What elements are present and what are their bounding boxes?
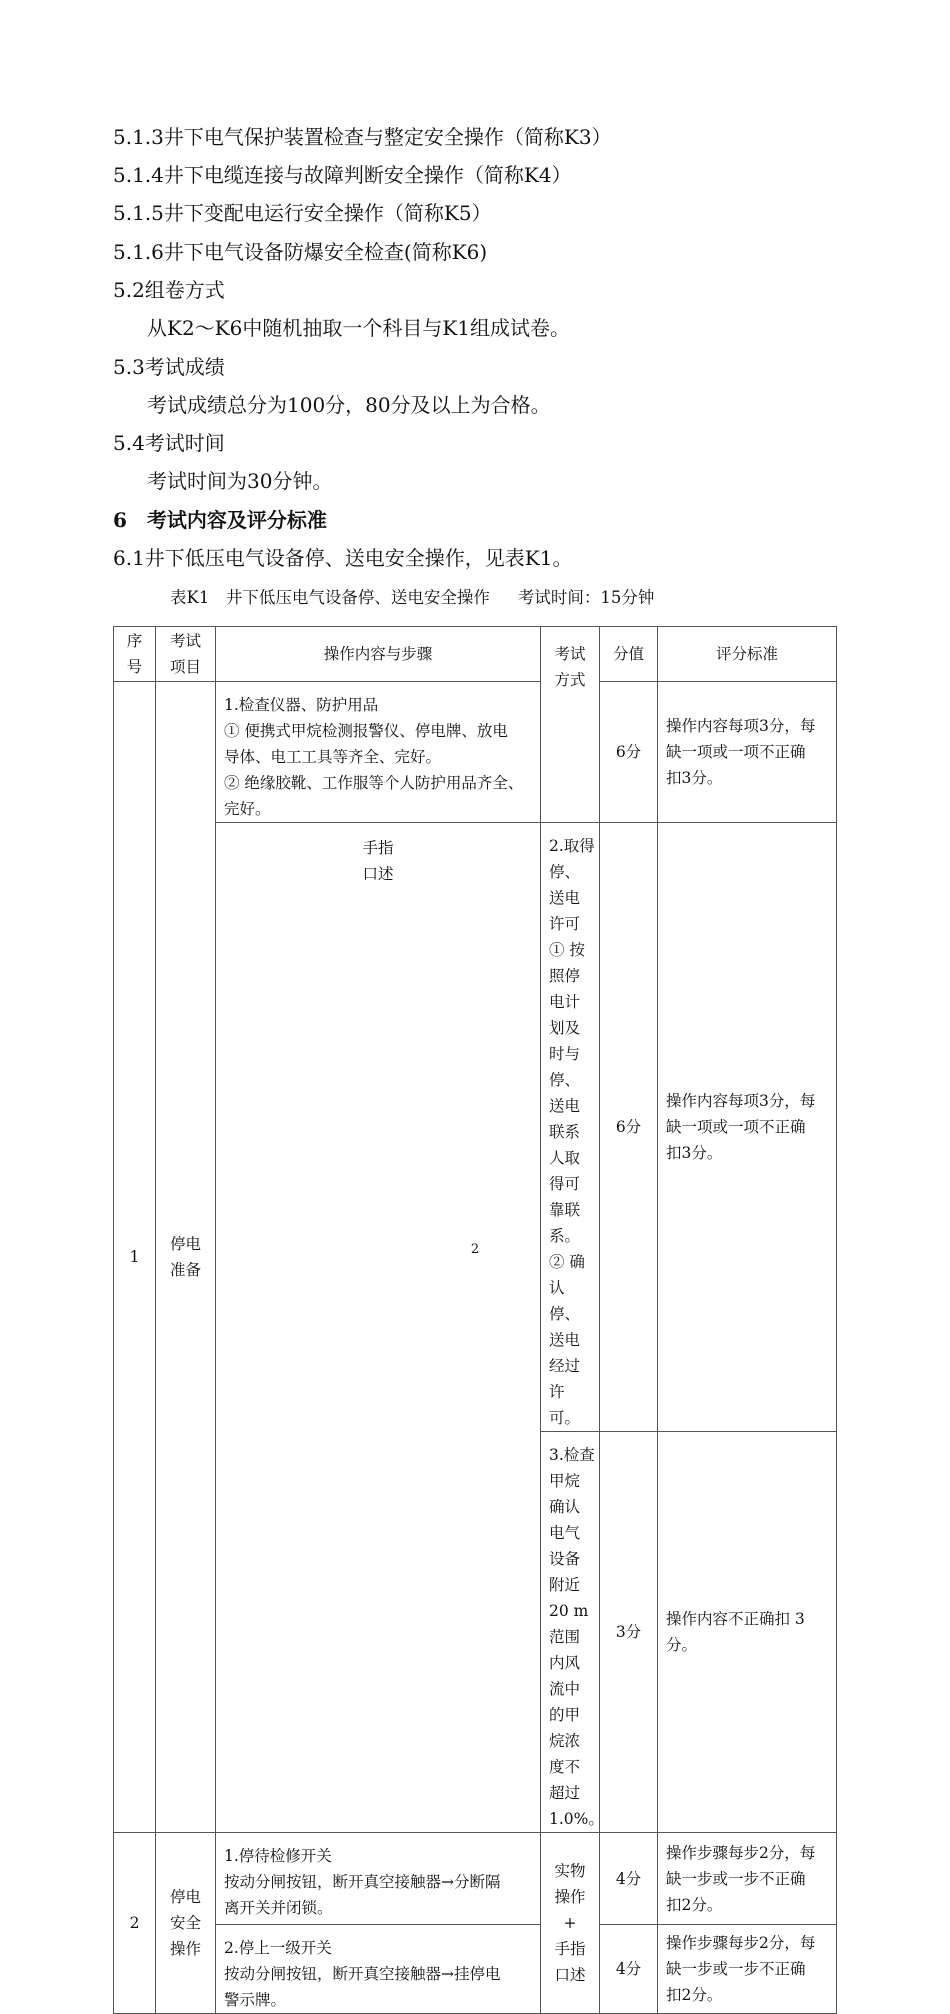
paragraph-5-3: 考试成绩总分为100分，80分及以上为合格。 <box>147 393 551 417</box>
table-caption <box>170 584 654 608</box>
header-item: 考试 项目 <box>156 627 216 682</box>
table-caption-title: 表K1 井下低压电气设备停、送电安全操作 <box>170 588 490 607</box>
table-row <box>114 1925 837 2014</box>
text-line-5-1-5: 5.1.5井下变配电运行安全操作（简称K5） <box>113 201 492 225</box>
heading-6-1: 6.1井下低压电气设备停、送电安全操作，见表K1。 <box>113 546 573 570</box>
seq-cell: 1 <box>114 682 156 1833</box>
seq-cell: 2 <box>114 1833 156 2014</box>
header-criteria: 评分标准 <box>658 627 837 682</box>
score-cell: 3分 <box>600 1432 658 1833</box>
criteria-cell: 操作内容不正确扣 3 分。 <box>658 1432 837 1833</box>
paragraph-5-4: 考试时间为30分钟。 <box>147 469 333 493</box>
score-cell: 4分 <box>600 1833 658 1925</box>
header-seq: 序 号 <box>114 627 156 682</box>
item-cell: 停电 安全 操作 <box>156 1833 216 2014</box>
text-line-5-1-4: 5.1.4井下电缆连接与故障判断安全操作（简称K4） <box>113 163 572 187</box>
table-caption-time: 考试时间：15分钟 <box>517 588 655 607</box>
text-line-5-1-3: 5.1.3井下电气保护装置检查与整定安全操作（简称K3） <box>113 125 612 149</box>
header-score: 分值 <box>600 627 658 682</box>
text-line-5-1-6: 5.1.6井下电气设备防爆安全检查(简称K6) <box>113 240 488 264</box>
table-row <box>114 823 837 1432</box>
steps-cell: 1.停待检修开关 按动分闸按钮，断开真空接触器→分断隔 离开关并闭锁。 <box>216 1833 541 1925</box>
heading-6: 6 考试内容及评分标准 <box>113 508 327 532</box>
criteria-cell: 操作内容每项3分，每 缺一项或一项不正确 扣3分。 <box>658 823 837 1432</box>
heading-5-2: 5.2组卷方式 <box>113 278 225 302</box>
criteria-cell: 操作步骤每步2分，每 缺一步或一步不正确 扣2分。 <box>658 1833 837 1925</box>
header-steps: 操作内容与步骤 <box>216 627 541 682</box>
steps-cell: 2.停上一级开关 按动分闸按钮，断开真空接触器→挂停电 警示牌。 <box>216 1925 541 2014</box>
paragraph-5-2: 从K2～K6中随机抽取一个科目与K1组成试卷。 <box>147 316 570 340</box>
score-cell: 4分 <box>600 1925 658 2014</box>
heading-5-3: 5.3考试成绩 <box>113 355 225 379</box>
table-k1 <box>113 626 837 2014</box>
table-row <box>114 682 837 823</box>
header-method: 考试 方式 <box>541 627 600 823</box>
table-header-row <box>114 627 837 682</box>
table-row <box>114 1833 837 1925</box>
score-cell: 6分 <box>600 823 658 1432</box>
criteria-cell: 操作内容每项3分，每 缺一项或一项不正确 扣3分。 <box>658 682 837 823</box>
score-cell: 6分 <box>600 682 658 823</box>
page-number: 2 <box>470 1242 480 1257</box>
item-cell: 停电 准备 <box>156 682 216 1833</box>
steps-cell: 2.取得停、送电许可 ① 按照停电计划及时与停、送电联系人取 得可靠联系。 ② 确认停、送电经过许可。 <box>541 823 600 1432</box>
heading-5-4: 5.4考试时间 <box>113 431 225 455</box>
method-cell: 实物 操作 + 手指 口述 <box>541 1833 600 2014</box>
steps-cell: 3.检查甲烷 确认电气设备附近20 m范围内风流中的甲 烷浓度不超过1.0%。 <box>541 1432 600 1833</box>
method-cell: 手指 口述 <box>216 823 541 1833</box>
criteria-cell: 操作步骤每步2分，每 缺一步或一步不正确 扣2分。 <box>658 1925 837 2014</box>
steps-cell: 1.检查仪器、防护用品 ① 便携式甲烷检测报警仪、停电牌、放电 导体、电工工具等齐全、完好。 ② 绝缘胶靴、工作服等个人防护用品齐全、 完好。 <box>216 682 541 823</box>
